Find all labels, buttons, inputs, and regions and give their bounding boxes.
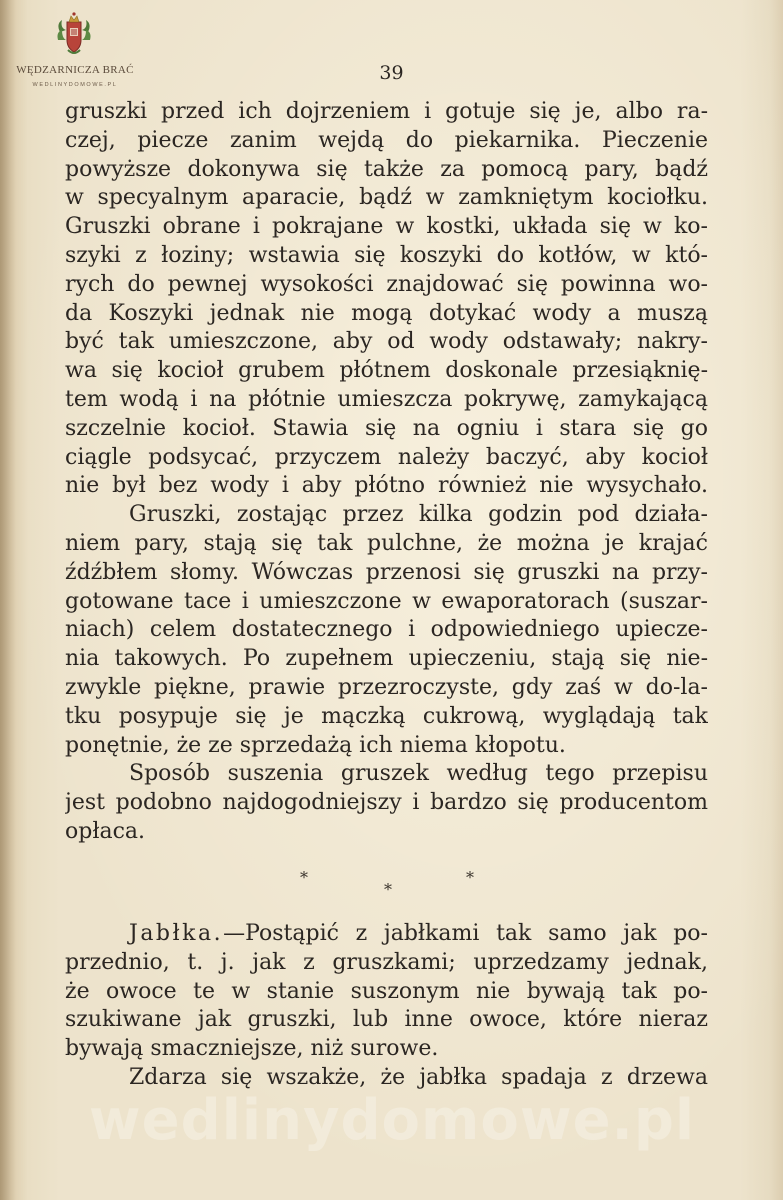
coat-of-arms-icon bbox=[54, 10, 94, 58]
text-line: w specyalnym aparacie, bądź w zamkniętym kociołku. bbox=[65, 185, 708, 211]
text-line: tem wodą i na płótnie umieszcza pokrywę, zamykającą bbox=[65, 386, 708, 412]
text-line: tku posypuje się je mączką cukrową, wyglądają tak bbox=[65, 703, 708, 729]
text-line: wa się kocioł grubem płótnem doskonale przesiąknię- bbox=[65, 358, 708, 384]
text-line: być tak umieszczone, aby od wody odstawały; nakry- bbox=[65, 329, 708, 355]
text-line: niem pary, stają się tak pulchne, że można je krajać bbox=[65, 530, 708, 556]
separator-asterisk: * bbox=[466, 868, 474, 887]
section-jablka bbox=[65, 920, 708, 1093]
watermark: wedlinydomowe.pl bbox=[88, 1088, 696, 1153]
section-heading: Jabłka. bbox=[129, 921, 224, 946]
text-line: szczelnie kocioł. Stawia się na ogniu i stara się go bbox=[65, 415, 708, 441]
text-line: szyki z łoziny; wstawia się koszyki do kotłów, w któ- bbox=[65, 242, 708, 268]
text-line: szukiwane jak gruszki, lub inne owoce, które nieraz bbox=[65, 1007, 708, 1033]
separator-asterisk: * bbox=[384, 880, 392, 899]
text-fragment: —Postąpić z jabłkami tak samo jak po- bbox=[223, 921, 708, 946]
text-line: nia takowych. Po zupełnem upieczeniu, stają się nie- bbox=[65, 646, 708, 672]
separator-asterisk: * bbox=[300, 868, 308, 887]
text-line: gotowane tace i umieszczone w ewaporatorach (suszar- bbox=[65, 588, 708, 614]
text-line: gruszki przed ich dojrzeniem i gotuje się je, albo ra- bbox=[65, 99, 708, 124]
text-line: Gruszki obrane i pokrajane w kostki, układa się w ko- bbox=[65, 214, 708, 240]
text-line: jest podobno najdogodniejszy i bardzo się producentom bbox=[65, 790, 708, 816]
text-line: Zdarza się wszakże, że jabłka spadaja z drzewa bbox=[129, 1064, 708, 1090]
text-line: czej, piecze zanim wejdą do piekarnika. Pieczenie bbox=[65, 127, 708, 153]
text-line: że owoce te w stanie suszonym nie bywają tak po- bbox=[65, 978, 708, 1004]
page-number: 39 bbox=[379, 62, 404, 84]
text-line: Sposób suszenia gruszek według tego przepisu bbox=[129, 761, 708, 787]
logo-title: WĘDZARNICZA BRAĆ bbox=[16, 64, 134, 76]
text-line: powyższe dokonywa się także za pomocą pary, bądź bbox=[65, 156, 708, 182]
text-line: Gruszki, zostając przez kilka godzin pod działa- bbox=[129, 502, 708, 528]
text-line: nie był bez wody i aby płótno również nie wysychało. bbox=[65, 473, 708, 499]
page-edge-shadow bbox=[0, 0, 16, 1200]
main-text bbox=[65, 98, 708, 847]
text-line: rych do pewnej wysokości znajdować się powinna wo- bbox=[65, 271, 708, 297]
text-line: bywają smaczniejsze, niż surowe. bbox=[65, 1036, 439, 1062]
logo-subtitle: WEDLINYDOMOWE.PL bbox=[32, 82, 118, 88]
text-line bbox=[65, 920, 708, 949]
text-line: ponętnie, że ze sprzedażą ich niema kłopotu. bbox=[65, 732, 566, 758]
text-line: źdźbłem słomy. Wówczas przenosi się gruszki na przy- bbox=[65, 559, 708, 585]
text-line: da Koszyki jednak nie mogą dotykać wody a muszą bbox=[65, 300, 708, 326]
text-line: zwykle piękne, prawie przezroczyste, gdy zaś w do-la- bbox=[65, 674, 708, 700]
text-line: opłaca. bbox=[65, 818, 146, 844]
text-line: przednio, t. j. jak z gruszkami; uprzedzamy jednak, bbox=[65, 949, 708, 975]
section-separator bbox=[0, 862, 783, 902]
text-line: ciągle podsycać, przyczem należy baczyć, aby kocioł bbox=[65, 444, 708, 470]
text-line: niach) celem dostatecznego i odpowiedniego upiecze- bbox=[65, 617, 708, 643]
